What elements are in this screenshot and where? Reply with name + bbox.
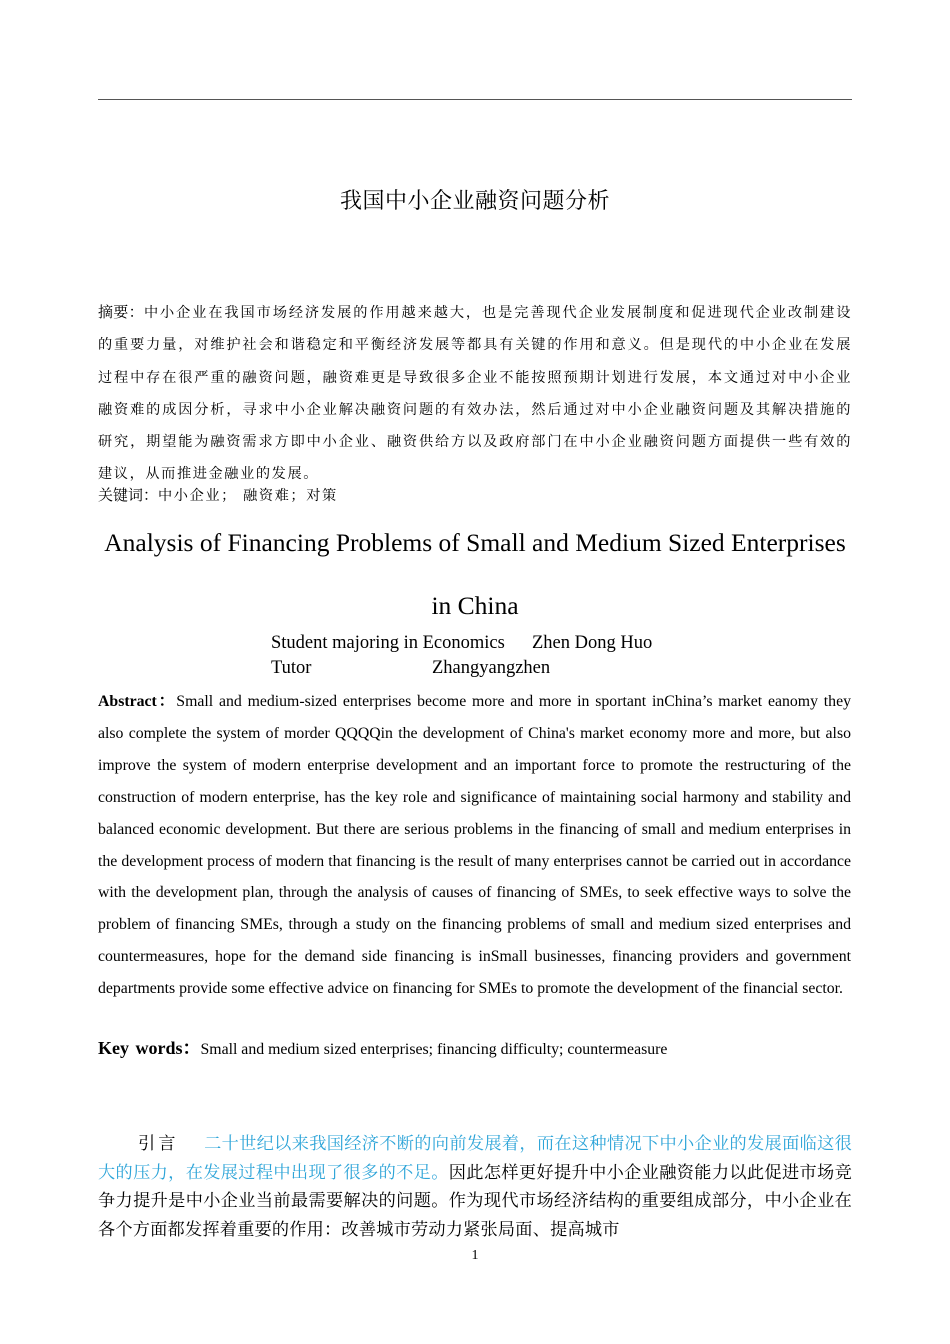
english-abstract xyxy=(98,686,851,1005)
english-keywords-label: Key words： xyxy=(98,1038,201,1058)
english-title-line2: in China xyxy=(431,591,519,620)
tutor-name: Zhangyangzhen xyxy=(432,658,551,678)
chinese-title: 我国中小企业融资问题分析 xyxy=(339,189,610,214)
english-keywords-text: Small and medium sized enterprises; financing difficulty; countermeasure xyxy=(200,1041,668,1058)
header-rule xyxy=(98,99,852,100)
introduction-paragraph xyxy=(98,1130,852,1244)
english-abstract-text: Small and medium-sized enterprises become more and more in sportant inChina’s market eanomy they also complete the system of morder QQQQin the development of China's market economy more and more, but also improve the system of modern enterprise development and an important force to promote the restructuring of the construction of modern enterprise, has the key role and significance of maintaining social harmony and stability and balanced economic development. But there are serious problems in the financing of small and medium enterprises in the development process of modern that financing is the result of many enterprises cannot be carried out in accordance with the development plan, through the analysis of causes of financing of SMEs, to seek effective ways to solve the problem of financing SMEs, through a study on the financing problems of small and medium sized enterprises and countermeasures, hope for the demand side financing is inSmall businesses, financing providers and government departments provide some effective advice on financing for SMEs to promote the development of the financial sector. xyxy=(98,693,851,998)
chinese-keywords xyxy=(98,484,338,505)
page-number: 1 xyxy=(471,1248,479,1263)
student-name: Zhen Dong Huo xyxy=(532,633,653,653)
introduction-body: 因此怎样更好提升中小企业融资能力以此促进市场竞争力提升是中小企业当前最需要解决的问题。作为现代市场经济结构的重要组成部分，中小企业在各个方面都发挥着重要的作用：改善城市劳动力紧张局面、提高城市 xyxy=(98,1162,852,1240)
chinese-abstract-text: 中小企业在我国市场经济发展的作用越来越大，也是完善现代企业发展制度和促进现代企业改制建设的重要力量，对维护社会和谐稳定和平衡经济发展等都具有关键的作用和意义。但是现代的中小企业在发展过程中存在很严重的融资问题，融资难更是导致很多企业不能按照预期计划进行发展，本文通过对中小企业融资难的成因分析，寻求中小企业解决融资问题的有效办法，然后通过对中小企业融资问题及其解决措施的研究，期望能为融资需求方即中小企业、融资供给方以及政府部门在中小企业融资问题方面提供一些有效的建议，从而推进金融业的发展。 xyxy=(98,305,852,483)
english-title-line1: Analysis of Financing Problems of Small and Medium Sized Enterprises xyxy=(104,528,846,557)
chinese-abstract-label: 摘要： xyxy=(98,303,144,321)
introduction-label: 引言 xyxy=(138,1134,179,1154)
tutor-label: Tutor xyxy=(271,658,312,678)
chinese-keywords-text: 中小企业； 融资难；对策 xyxy=(158,488,338,504)
english-keywords xyxy=(98,1034,667,1060)
english-abstract-label: Abstract： xyxy=(98,693,177,710)
student-label: Student majoring in Economics xyxy=(271,633,505,653)
introduction-highlight: 二十世纪以来我国经济不断的向前发展着，而在这种情况下中小企业的发展面临这很大的压力，在发展过程中出现了很多的不足。 xyxy=(98,1134,852,1183)
chinese-keywords-label: 关键词： xyxy=(98,486,159,504)
chinese-abstract xyxy=(98,296,852,491)
